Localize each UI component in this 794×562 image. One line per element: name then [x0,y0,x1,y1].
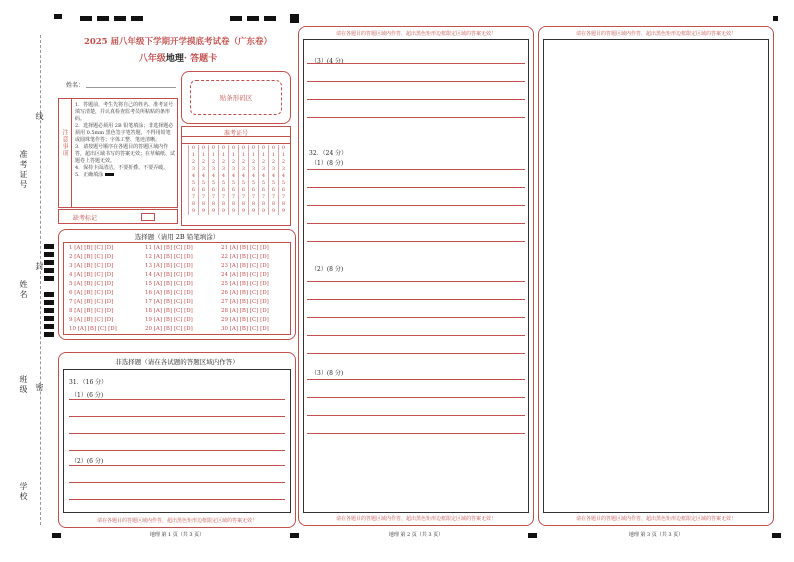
choice-item[interactable]: 15 [A] [B] [C] [D] [145,281,193,287]
choice-item[interactable]: 29 [A] [B] [C] [D] [221,317,269,323]
page3-footer: 地理 第 3 页（共 3 页） [628,532,684,538]
choice-item[interactable]: 24 [A] [B] [C] [D] [221,272,269,278]
q31-label: 31．（16 分） [69,379,108,386]
choice-item[interactable]: 13 [A] [B] [C] [D] [145,263,193,269]
page2-footer: 地理 第 2 页（共 3 页） [388,532,444,538]
choice-title: 选择题（请用 2B 铅笔填涂） [134,233,220,241]
page3-warning-top: 请在各题目的答题区域内作答，超出黑色矩形边框限定区域的答案无效！ [575,31,736,37]
q31-1-label: （1）(6 分) [71,392,104,399]
exam-no-grid [181,126,291,226]
timing-mark [773,16,778,21]
digit-column[interactable]: 0 1 2 3 4 5 6 7 8 9 [248,145,258,215]
exam-no-margin-label: 准考证号 [19,150,28,190]
choice-item[interactable]: 11 [A] [B] [C] [D] [145,245,193,251]
barcode-label: 贴条形码区 [219,94,253,102]
absent-row [58,209,178,224]
digit-column[interactable]: 0 1 2 3 4 5 6 7 8 9 [268,145,278,215]
margin-dash-line [40,35,41,525]
q32-2-label: （2）(8 分) [311,266,344,273]
page2-warning-top: 请在各题目的答题区域内作答，超出黑色矩形边框限定区域的答案无效！ [335,31,496,37]
subtitle-suffix: · 答题卡 [183,54,218,64]
choice-item[interactable]: 18 [A] [B] [C] [D] [145,308,193,314]
page3-frame [538,26,774,526]
q32-1-label: （1）(8 分) [311,160,344,167]
digit-column[interactable]: 0 1 2 3 4 5 6 7 8 9 [278,145,288,215]
digit-column[interactable]: 0 1 2 3 4 5 6 7 8 9 [218,145,228,215]
choice-item[interactable]: 17 [A] [B] [C] [D] [145,299,193,305]
timing-mark [97,16,109,21]
timing-mark [54,14,62,19]
choice-item[interactable]: 3 [A] [B] [C] [D] [69,263,114,269]
notes-item: 2．选择题必须用 2B 铅笔填涂；非选择题必须用 0.5mm 黑色签字笔答题，不得用铅笔或圆珠笔作答；字体工整、笔迹清晰。 [75,123,174,143]
exam-no-label: 准考证号 [223,130,248,137]
notes-list [75,102,175,179]
timing-mark [264,16,276,21]
subtitle-grade: 八年级 [138,54,166,64]
choice-item[interactable]: 23 [A] [B] [C] [D] [221,263,269,269]
notes-box [58,98,178,208]
digit-column[interactable]: 0 1 2 3 4 5 6 7 8 9 [258,145,268,215]
school-margin-label: 学校 [19,482,28,502]
digit-column[interactable]: 0 1 2 3 4 5 6 7 8 9 [188,145,198,215]
q31-3-label: （3）(4 分) [311,58,344,65]
digit-column[interactable]: 0 1 2 3 4 5 6 7 8 9 [238,145,248,215]
q31-2-label: （2）(6 分) [71,458,104,465]
choice-item[interactable]: 4 [A] [B] [C] [D] [69,272,114,278]
seal2-margin-label: 密 [35,383,44,393]
notes-heading: 注意事项 [61,129,68,157]
class-margin-label: 班级 [19,375,28,395]
choice-item[interactable]: 6 [A] [B] [C] [D] [69,290,114,296]
choice-item[interactable]: 30 [A] [B] [C] [D] [221,326,269,332]
choice-item[interactable]: 9 [A] [B] [C] [D] [69,317,114,323]
side-ladder [44,244,54,344]
choice-item[interactable]: 25 [A] [B] [C] [D] [221,281,269,287]
timing-mark [114,16,126,21]
choice-item[interactable]: 7 [A] [B] [C] [D] [69,299,114,305]
name-field-line[interactable] [86,87,176,88]
digit-column[interactable]: 0 1 2 3 4 5 6 7 8 9 [228,145,238,215]
sheet-title: 2025 届八年级下学期开学摸底考试卷（广东卷） [83,37,273,47]
notes-item: 4．保持卡面清洁，不要折叠、不要弄破。 [75,165,169,171]
choice-item[interactable]: 8 [A] [B] [C] [D] [69,308,114,314]
choice-grid[interactable] [69,245,289,337]
page1-warning: 请在各题目的答题区域内作答，超出黑色矩形边框限定区域的答案无效！ [96,518,257,524]
name-field-label: 姓名： [66,82,85,89]
notes-item: 3．请按题号顺序在各题目的答题区域内作答，超出区域书写的答案无效；在草稿纸、试题卷上答题无效。 [75,144,176,164]
subtitle-subject: 地理 [165,54,184,64]
page2-frame [298,26,534,526]
timing-mark [230,16,242,21]
choice-item[interactable]: 5 [A] [B] [C] [D] [69,281,114,287]
digit-column[interactable]: 0 1 2 3 4 5 6 7 8 9 [208,145,218,215]
choice-item[interactable]: 19 [A] [B] [C] [D] [145,317,193,323]
absent-label: 缺考标记 [73,215,98,222]
page3-warning-bottom: 请在各题目的答题区域内作答，超出黑色矩形边框限定区域的答案无效！ [575,516,736,522]
notes-item: 1．答题前，考生先将自己的姓名、准考证号填写清楚，并认真检查监考员所粘贴的条形码。 [75,102,174,122]
page2-answer-box[interactable] [303,39,529,513]
timing-mark [80,16,92,21]
choice-item[interactable]: 27 [A] [B] [C] [D] [221,299,269,305]
nonchoice-title: 非选择题（请在各试题的答题区域内作答） [115,358,239,366]
sheet-subtitle [58,51,298,64]
nonchoice-section [58,352,296,528]
choice-item[interactable]: 14 [A] [B] [C] [D] [145,272,193,278]
choice-item[interactable]: 16 [A] [B] [C] [D] [145,290,193,296]
page3-answer-box[interactable] [543,39,769,513]
choice-item[interactable]: 26 [A] [B] [C] [D] [221,290,269,296]
choice-item[interactable]: 21 [A] [B] [C] [D] [221,245,269,251]
exam-no-columns[interactable] [188,145,288,223]
timing-mark [247,16,259,21]
page1-footer: 地理 第 1 页（共 3 页） [149,532,205,538]
page2-warning-bottom: 请在各题目的答题区域内作答，超出黑色矩形边框限定区域的答案无效！ [335,516,496,522]
absent-checkbox[interactable] [141,213,155,221]
name-margin-label: 姓名 [19,280,28,300]
notes-item: 5．正确填涂 [75,172,175,179]
q32-label: 32．（24 分） [309,150,348,157]
choice-item[interactable]: 12 [A] [B] [C] [D] [145,254,193,260]
seal-margin-label: 封 [35,262,44,272]
choice-item[interactable]: 10 [A] [B] [C] [D] [69,326,117,332]
timing-mark [290,14,299,23]
choice-item[interactable]: 1 [A] [B] [C] [D] [69,245,114,251]
barcode-area [181,71,291,124]
choice-section [58,229,296,340]
digit-column[interactable]: 0 1 2 3 4 5 6 7 8 9 [198,145,208,215]
q32-3-label: （3）(8 分) [311,370,344,377]
choice-item[interactable]: 22 [A] [B] [C] [D] [221,254,269,260]
fill-sample-icon [105,173,114,176]
choice-item[interactable]: 28 [A] [B] [C] [D] [221,308,269,314]
line-margin-label: 线 [35,112,44,122]
timing-mark [131,16,143,21]
choice-item[interactable]: 20 [A] [B] [C] [D] [145,326,193,332]
choice-item[interactable]: 2 [A] [B] [C] [D] [69,254,114,260]
